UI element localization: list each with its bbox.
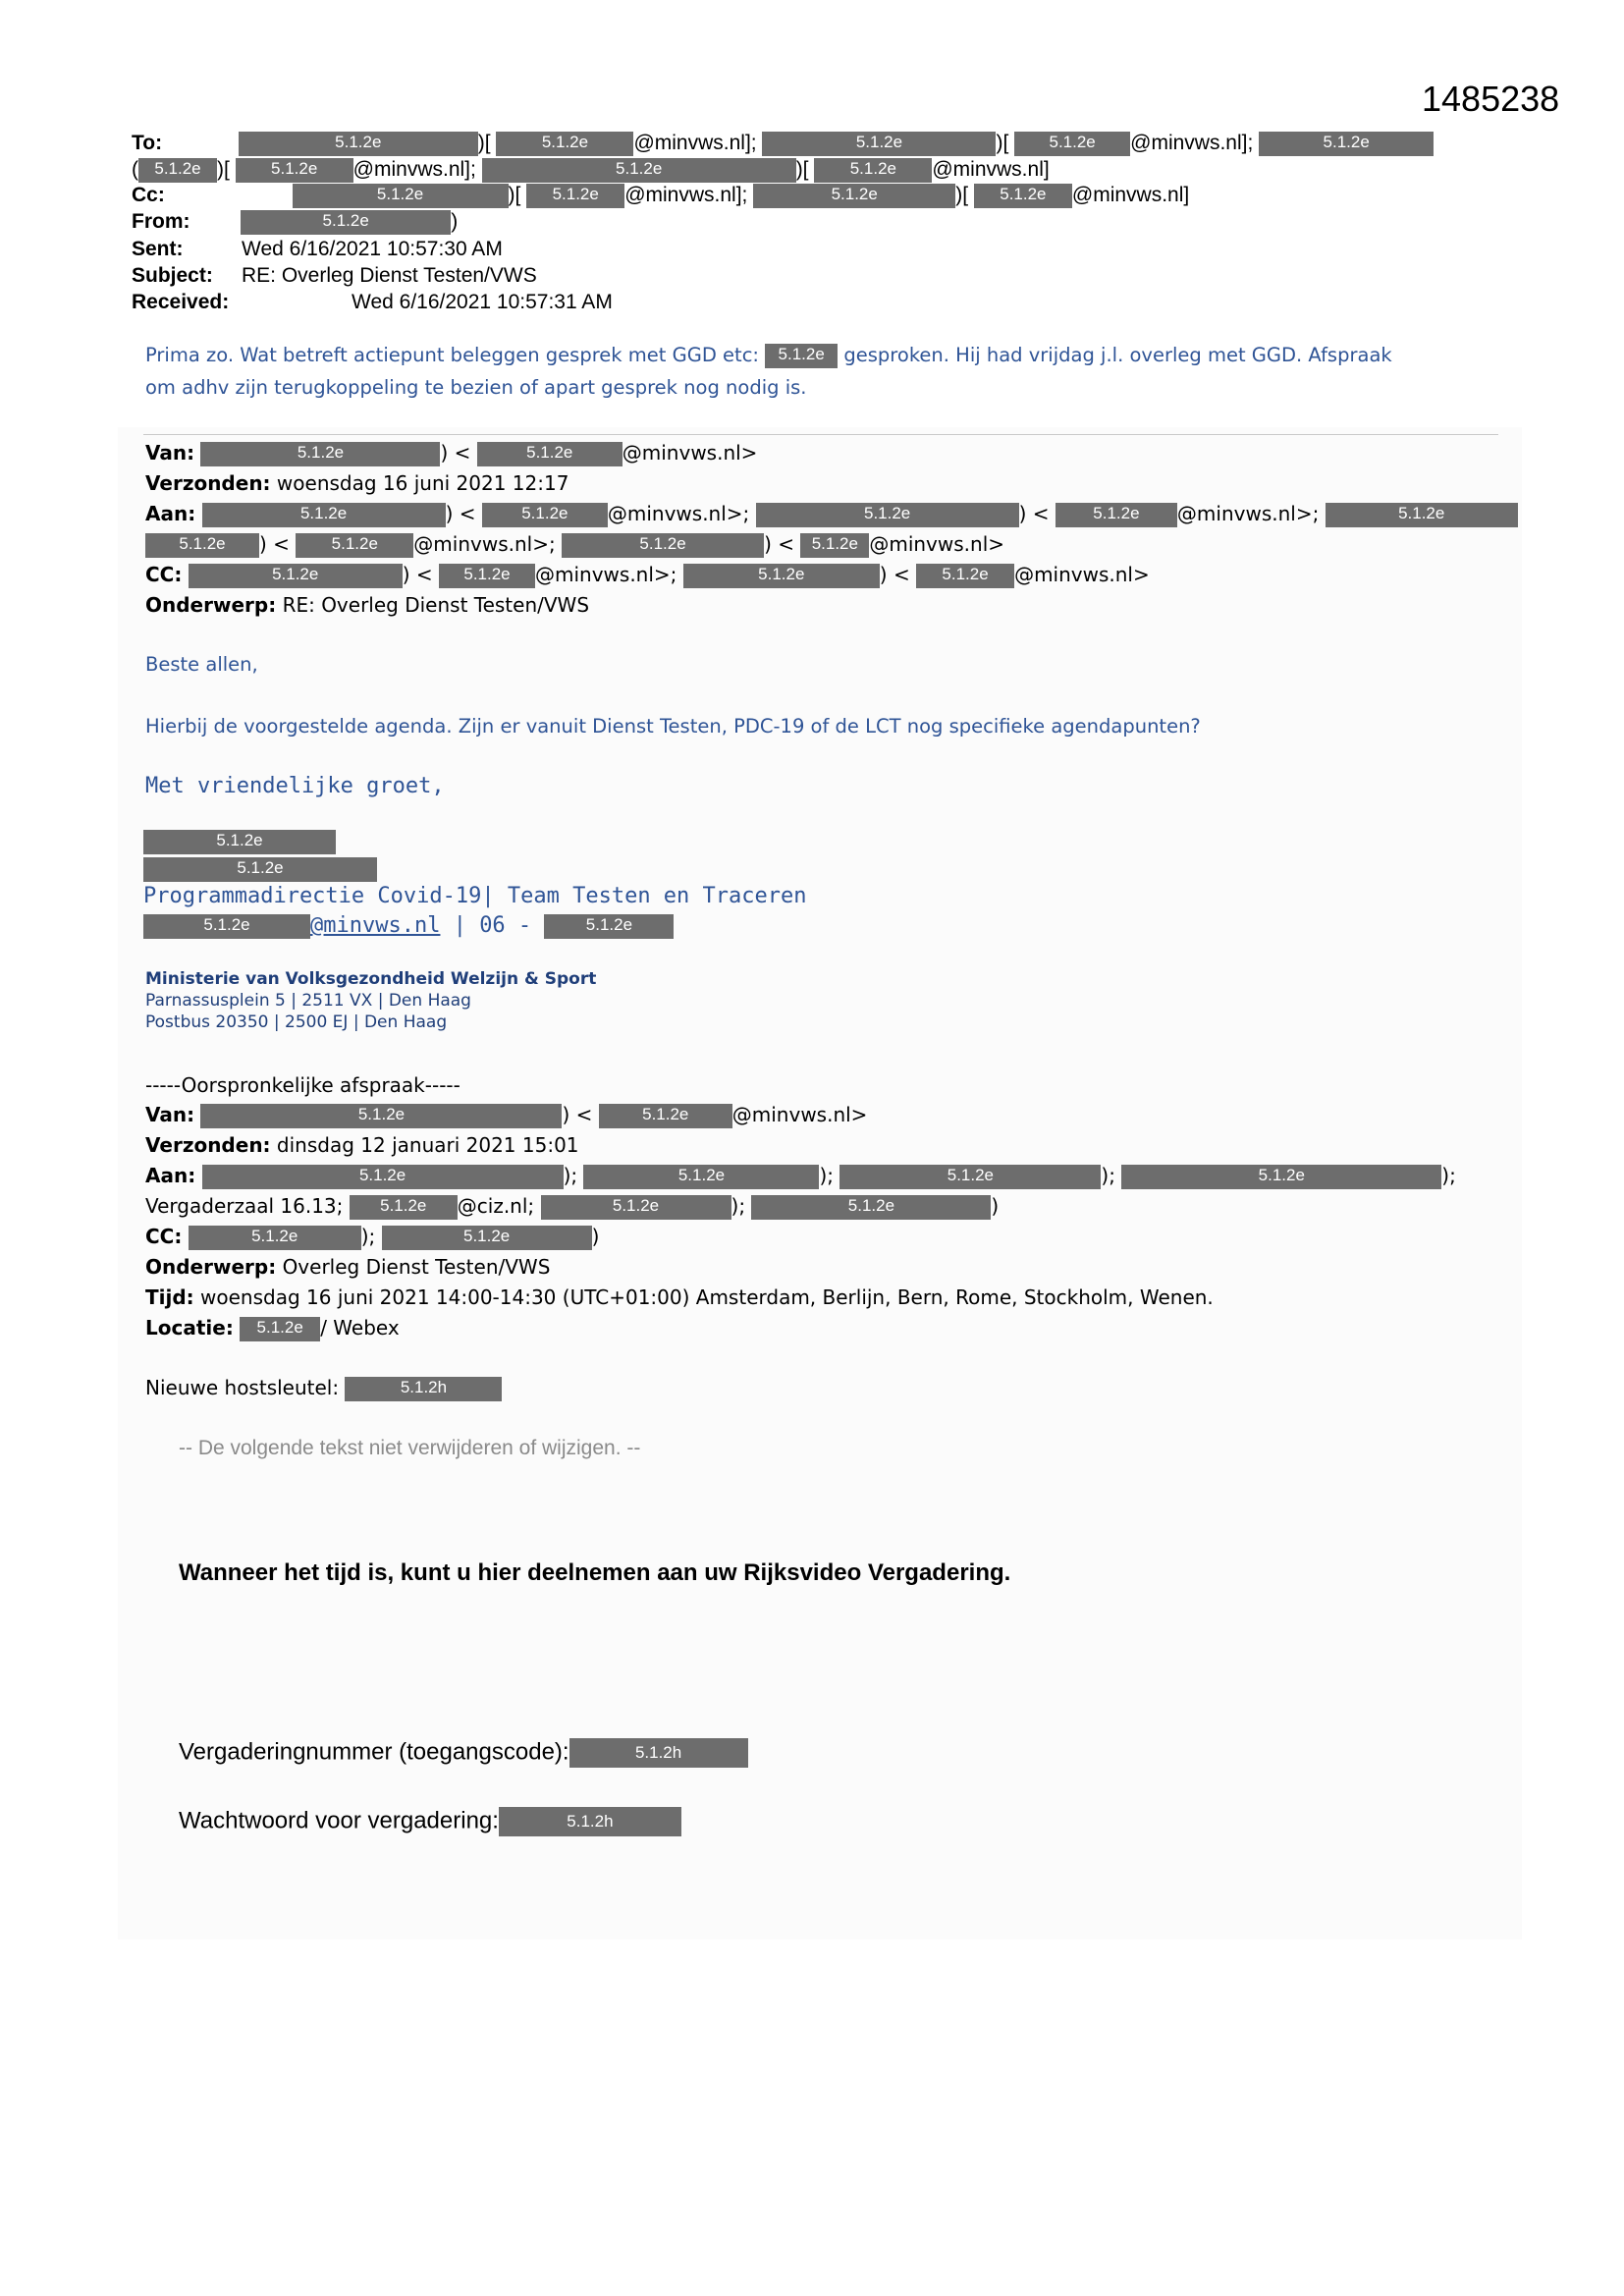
mail1-aan: Aan: 5.1.2e ) < 5.1.2e @minvws.nl>; 5.1.2e ) < 5.1.2e @minvws.nl>; 5.1.2e — [145, 499, 1518, 528]
signature-name — [143, 830, 336, 854]
orig-aan-2: Vergaderzaal 16.13; 5.1.2e @ciz.nl; 5.1.2e ); 5.1.2e ) — [145, 1194, 1000, 1218]
redaction: 5.1.2e — [814, 158, 932, 183]
redaction: 5.1.2e — [762, 132, 996, 156]
received-value: Wed 6/16/2021 10:57:31 AM — [352, 291, 613, 313]
redaction: 5.1.2e — [482, 158, 796, 183]
redaction: 5.1.2e — [756, 503, 1019, 527]
from-label: From: — [132, 210, 190, 233]
mail1-cc: CC: 5.1.2e ) < 5.1.2e @minvws.nl>; 5.1.2e ) < 5.1.2e @minvws.nl> — [145, 563, 1150, 586]
redaction: 5.1.2e — [1259, 132, 1434, 156]
redaction: 5.1.2h — [569, 1738, 748, 1768]
redaction: 5.1.2e — [974, 184, 1072, 208]
mail1-body: Hierbij de voorgestelde agenda. Zijn er vanuit Dienst Testen, PDC-19 of de LCT nog specifieke agendapunten? — [145, 715, 1201, 738]
redaction: 5.1.2e — [583, 1165, 819, 1189]
to-label: To: — [132, 132, 163, 154]
redaction: 5.1.2e — [189, 1226, 361, 1250]
redaction: 5.1.2e — [350, 1195, 458, 1220]
subject-label: Subject: — [132, 264, 213, 287]
join-meeting-text[interactable]: Wanneer het tijd is, kunt u hier deelnemen aan uw Rijksvideo Vergadering. — [179, 1559, 1011, 1586]
redaction: 5.1.2e — [239, 132, 478, 156]
orig-cc: CC: 5.1.2e ); 5.1.2e ) — [145, 1225, 600, 1248]
header-to-line: To: 5.1.2e )[ 5.1.2e @minvws.nl]; 5.1.2e )[ 5.1.2e @minvws.nl]; 5.1.2e — [132, 130, 1434, 156]
redaction: 5.1.2e — [145, 533, 259, 558]
password-line: Wachtwoord voor vergadering: 5.1.2h — [179, 1807, 681, 1836]
hostkey-line: Nieuwe hostsleutel: 5.1.2h — [145, 1373, 502, 1402]
redaction: 5.1.2e — [541, 1195, 731, 1220]
redaction: 5.1.2e — [202, 503, 446, 527]
orig-tijd: Tijd: woensdag 16 juni 2021 14:00-14:30 (UTC+01:00) Amsterdam, Berlijn, Bern, Rome, Stockholm, Wenen. — [145, 1285, 1214, 1309]
redaction: 5.1.2e — [544, 914, 674, 939]
header-sent-line — [132, 236, 503, 262]
signature-dept: Programmadirectie Covid-19| Team Testen en Traceren — [143, 884, 807, 908]
ministry-name: Ministerie van Volksgezondheid Welzijn & Sport — [145, 969, 597, 989]
redaction: 5.1.2e — [839, 1165, 1101, 1189]
redaction: 5.1.2h — [499, 1807, 681, 1836]
redaction: 5.1.2e — [916, 564, 1014, 588]
orig-van: Van: 5.1.2e ) < 5.1.2e @minvws.nl> — [145, 1103, 868, 1126]
redaction: 5.1.2e — [496, 132, 633, 156]
redaction: 5.1.2e — [765, 344, 838, 368]
document-id: 1485238 — [1422, 79, 1560, 119]
do-not-edit-notice: -- De volgende tekst niet verwijderen of wijzigen. -- — [179, 1437, 641, 1459]
header-subject-line — [132, 262, 537, 289]
reply-line-2: om adhv zijn terugkoppeling te bezien of apart gesprek nog nodig is. — [145, 376, 807, 399]
redaction: 5.1.2e — [1326, 503, 1518, 527]
mail1-aan-2: 5.1.2e ) < 5.1.2e @minvws.nl>; 5.1.2e ) < 5.1.2e @minvws.nl> — [145, 529, 1004, 559]
redaction: 5.1.2e — [751, 1195, 991, 1220]
mail1-van: Van: 5.1.2e ) < 5.1.2e @minvws.nl> — [145, 441, 758, 465]
sent-label: Sent: — [132, 238, 184, 260]
redaction: 5.1.2e — [200, 1104, 562, 1128]
redaction: 5.1.2e — [138, 158, 217, 183]
redaction: 5.1.2e — [241, 210, 451, 235]
redaction: 5.1.2e — [240, 1317, 320, 1341]
redaction: 5.1.2e — [562, 533, 764, 558]
redaction: 5.1.2e — [202, 1165, 564, 1189]
header-from-line: From: 5.1.2e ) — [132, 210, 459, 233]
redaction: 5.1.2e — [143, 914, 310, 939]
separator — [143, 434, 1498, 435]
redaction: 5.1.2e — [800, 533, 869, 558]
redaction: 5.1.2e — [293, 184, 509, 208]
redaction: 5.1.2e — [1121, 1165, 1441, 1189]
redaction: 5.1.2e — [753, 184, 955, 208]
orig-heading: -----Oorspronkelijke afspraak----- — [145, 1073, 460, 1097]
header-cc-line: Cc: 5.1.2e )[ 5.1.2e @minvws.nl]; 5.1.2e )[ 5.1.2e @minvws.nl] — [132, 184, 1190, 206]
header-received-line — [132, 289, 613, 315]
reply-line-1: Prima zo. Wat betreft actiepunt beleggen gesprek met GGD etc: 5.1.2e gesproken. Hij had vrijdag j.l. overleg met GGD. Afspraak — [145, 344, 1392, 366]
redaction: 5.1.2e — [382, 1226, 592, 1250]
header-to-line2: ( 5.1.2e )[ 5.1.2e @minvws.nl]; 5.1.2e )[ 5.1.2e @minvws.nl] — [132, 158, 1050, 181]
redaction: 5.1.2e — [143, 830, 336, 854]
redaction: 5.1.2e — [189, 564, 403, 588]
mail1-verzonden: Verzonden: woensdag 16 juni 2021 12:17 — [145, 471, 569, 495]
redaction: 5.1.2e — [1014, 132, 1130, 156]
cc-label: Cc: — [132, 184, 165, 206]
orig-locatie: Locatie: 5.1.2e / Webex — [145, 1316, 400, 1339]
email-link[interactable]: @minvws.nl — [310, 913, 441, 938]
redaction: 5.1.2e — [296, 533, 413, 558]
mail1-closing: Met vriendelijke groet, — [145, 774, 445, 798]
mail1-onderwerp: Onderwerp: RE: Overleg Dienst Testen/VWS — [145, 593, 590, 617]
redaction: 5.1.2e — [683, 564, 880, 588]
redaction: 5.1.2e — [236, 158, 353, 183]
subject-value: RE: Overleg Dienst Testen/VWS — [242, 264, 537, 287]
mail1-greeting: Beste allen, — [145, 653, 258, 676]
redaction: 5.1.2e — [1056, 503, 1177, 527]
orig-onderwerp: Onderwerp: Overleg Dienst Testen/VWS — [145, 1255, 551, 1279]
signature-contact: 5.1.2e @minvws.nl | 06 - 5.1.2e — [143, 913, 674, 939]
ministry-address-1: Parnassusplein 5 | 2511 VX | Den Haag — [145, 991, 471, 1011]
redaction: 5.1.2h — [345, 1377, 502, 1401]
redaction: 5.1.2e — [599, 1104, 732, 1128]
sent-value: Wed 6/16/2021 10:57:30 AM — [242, 238, 503, 260]
received-label: Received: — [132, 291, 230, 313]
signature-title — [143, 857, 377, 882]
ministry-address-2: Postbus 20350 | 2500 EJ | Den Haag — [145, 1012, 448, 1032]
orig-aan: Aan: 5.1.2e ); 5.1.2e ); 5.1.2e ); 5.1.2e ); — [145, 1164, 1456, 1187]
redaction: 5.1.2e — [143, 857, 377, 882]
meeting-number-line: Vergaderingnummer (toegangscode): 5.1.2h — [179, 1738, 748, 1768]
orig-verzonden: Verzonden: dinsdag 12 januari 2021 15:01 — [145, 1133, 579, 1157]
redaction: 5.1.2e — [477, 442, 623, 466]
redaction: 5.1.2e — [526, 184, 624, 208]
redaction: 5.1.2e — [482, 503, 608, 527]
redaction: 5.1.2e — [200, 442, 440, 466]
redaction: 5.1.2e — [439, 564, 535, 588]
